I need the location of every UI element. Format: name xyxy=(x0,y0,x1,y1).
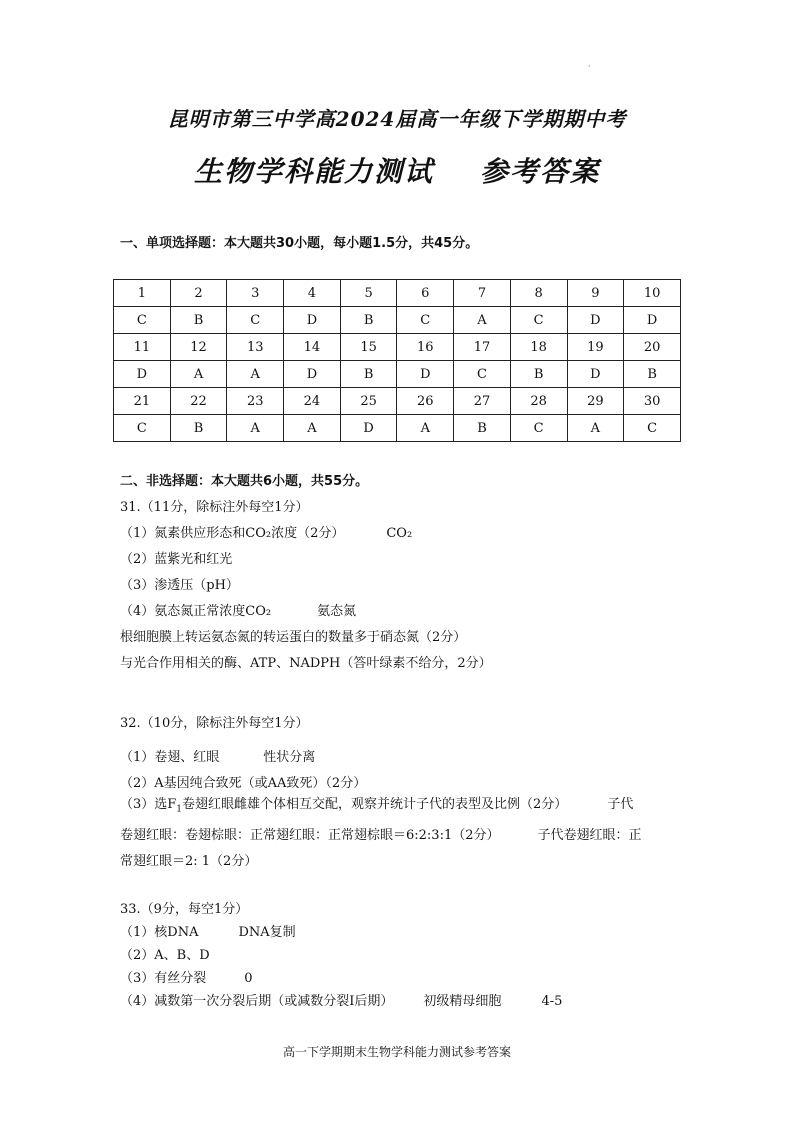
answer-cell: D xyxy=(284,307,341,334)
q33-line1 xyxy=(120,921,296,940)
q31-line6: 与光合作用相关的酶、ATP、NADPH（答叶绿素不给分，2分） xyxy=(120,656,492,671)
section1-heading: 一、单项选择题：本大题共30小题，每小题1.5分，共45分。 xyxy=(120,236,479,251)
answer-row xyxy=(114,361,681,388)
question-number-cell: 1 xyxy=(114,280,171,307)
q31-line3: （3）渗透压（pH） xyxy=(120,578,239,593)
question-number-cell: 3 xyxy=(227,280,284,307)
question-number-cell: 6 xyxy=(397,280,454,307)
question-number-cell: 30 xyxy=(624,388,681,415)
q33-4a: （4）减数第一次分裂后期（或减数分裂Ⅰ后期） xyxy=(120,994,394,1009)
answer-cell: C xyxy=(454,361,511,388)
answer-cell: C xyxy=(114,415,171,442)
answer-cell: C xyxy=(114,307,171,334)
answer-row xyxy=(114,415,681,442)
q33-3b: 0 xyxy=(244,971,253,986)
q31-line5: 根细胞膜上转运氨态氮的转运蛋白的数量多于硝态氮（2分） xyxy=(120,630,467,645)
q31-4a: （4）氨态氮正常浓度CO₂ xyxy=(120,604,272,619)
q31-line2: （2）蓝紫光和红光 xyxy=(120,552,233,567)
q32-3b: 卷翅红眼雌雄个体相互交配，观察并统计子代的表型及比例（2分） xyxy=(182,797,568,812)
question-number-cell: 15 xyxy=(340,334,397,361)
q31-1b: CO₂ xyxy=(386,526,413,541)
question-number-cell: 23 xyxy=(227,388,284,415)
q31-line1 xyxy=(120,522,412,541)
answer-cell: C xyxy=(624,415,681,442)
answer-cell: D xyxy=(567,307,624,334)
answer-row xyxy=(114,307,681,334)
answer-cell: D xyxy=(397,361,454,388)
question-number-cell: 17 xyxy=(454,334,511,361)
q31-1a: （1）氮素供应形态和CO₂浓度（2分） xyxy=(120,526,345,541)
answer-cell: A xyxy=(454,307,511,334)
page-footer: 高一下学期期末生物学科能力测试参考答案 xyxy=(282,1045,511,1059)
question-number-cell: 22 xyxy=(170,388,227,415)
answer-table xyxy=(113,279,681,442)
question-number-row xyxy=(114,334,681,361)
question-number-cell: 19 xyxy=(567,334,624,361)
answer-cell: C xyxy=(510,307,567,334)
question-number-cell: 18 xyxy=(510,334,567,361)
answer-cell: C xyxy=(227,307,284,334)
q33-3a: （3）有丝分裂 xyxy=(120,971,207,986)
answer-cell: C xyxy=(510,415,567,442)
q31-title: 31.（11分，除标注外每空1分） xyxy=(120,500,309,515)
q32-3sub: 1 xyxy=(176,804,183,815)
question-number-cell: 20 xyxy=(624,334,681,361)
q32-5: 常翅红眼＝2: 1（2分） xyxy=(120,853,258,869)
q32-line3 xyxy=(120,792,680,875)
q32-4a: 卷翅红眼：卷翅棕眼：正常翅红眼：正常翅棕眼＝6:2:3:1（2分） xyxy=(120,827,500,843)
question-number-cell: 28 xyxy=(510,388,567,415)
page-dot-mark: · xyxy=(588,62,591,71)
q33-line4 xyxy=(120,990,562,1009)
answer-cell: D xyxy=(340,415,397,442)
section2-heading: 二、非选择题：本大题共6小题，共55分。 xyxy=(120,474,369,489)
q33-1b: DNA复制 xyxy=(238,925,296,940)
question-number-cell: 5 xyxy=(340,280,397,307)
q33-title: 33.（9分，每空1分） xyxy=(120,902,249,917)
answer-cell: D xyxy=(284,361,341,388)
question-number-cell: 27 xyxy=(454,388,511,415)
question-number-cell: 12 xyxy=(170,334,227,361)
question-number-cell: 2 xyxy=(170,280,227,307)
answer-cell: A xyxy=(227,415,284,442)
question-number-cell: 16 xyxy=(397,334,454,361)
answer-cell: D xyxy=(624,307,681,334)
question-number-cell: 10 xyxy=(624,280,681,307)
q32-1a: （1）卷翅、红眼 xyxy=(120,750,220,765)
question-number-cell: 26 xyxy=(397,388,454,415)
question-number-cell: 25 xyxy=(340,388,397,415)
answer-cell: A xyxy=(567,415,624,442)
answer-cell: B xyxy=(170,307,227,334)
question-number-cell: 24 xyxy=(284,388,341,415)
q33-4c: 4-5 xyxy=(541,994,563,1009)
answer-cell: A xyxy=(397,415,454,442)
q33-4b: 初级精母细胞 xyxy=(423,994,502,1009)
subtitle-subject: 生物学科能力测试 xyxy=(193,155,434,188)
q33-line2: （2）A、B、D xyxy=(120,948,210,963)
q33-1a: （1）核DNA xyxy=(120,925,199,940)
q32-1b: 性状分离 xyxy=(263,750,316,765)
question-number-cell: 13 xyxy=(227,334,284,361)
question-number-cell: 29 xyxy=(567,388,624,415)
question-number-cell: 8 xyxy=(510,280,567,307)
question-number-cell: 7 xyxy=(454,280,511,307)
answer-cell: A xyxy=(227,361,284,388)
answer-cell: B xyxy=(340,307,397,334)
answer-cell: A xyxy=(170,361,227,388)
exam-subtitle xyxy=(0,150,794,190)
question-number-row xyxy=(114,388,681,415)
q32-4b: 子代卷翅红眼：正 xyxy=(537,827,642,843)
question-number-cell: 21 xyxy=(114,388,171,415)
answer-cell: D xyxy=(567,361,624,388)
question-number-row xyxy=(114,280,681,307)
exam-title: 昆明市第三中学高2024届高一年级下学期期中考 xyxy=(167,107,627,131)
answer-cell: B xyxy=(510,361,567,388)
q31-4b: 氨态氮 xyxy=(317,604,357,619)
q32-3a: （3）选F xyxy=(120,797,177,812)
question-number-cell: 11 xyxy=(114,334,171,361)
q31-line4 xyxy=(120,600,356,619)
q32-3c: 子代 xyxy=(607,797,634,812)
answer-cell: B xyxy=(340,361,397,388)
answer-cell: B xyxy=(454,415,511,442)
question-number-cell: 4 xyxy=(284,280,341,307)
q32-line1 xyxy=(120,746,315,765)
q33-line3 xyxy=(120,967,253,986)
q32-title: 32.（10分，除标注外每空1分） xyxy=(120,716,309,731)
answer-cell: B xyxy=(624,361,681,388)
question-number-cell: 9 xyxy=(567,280,624,307)
answer-cell: A xyxy=(284,415,341,442)
question-number-cell: 14 xyxy=(284,334,341,361)
answer-cell: B xyxy=(170,415,227,442)
answer-cell: D xyxy=(114,361,171,388)
answer-cell: C xyxy=(397,307,454,334)
subtitle-answer: 参考答案 xyxy=(480,155,601,188)
q32-line2: （2）A基因纯合致死（或AA致死）（2分） xyxy=(120,776,367,791)
